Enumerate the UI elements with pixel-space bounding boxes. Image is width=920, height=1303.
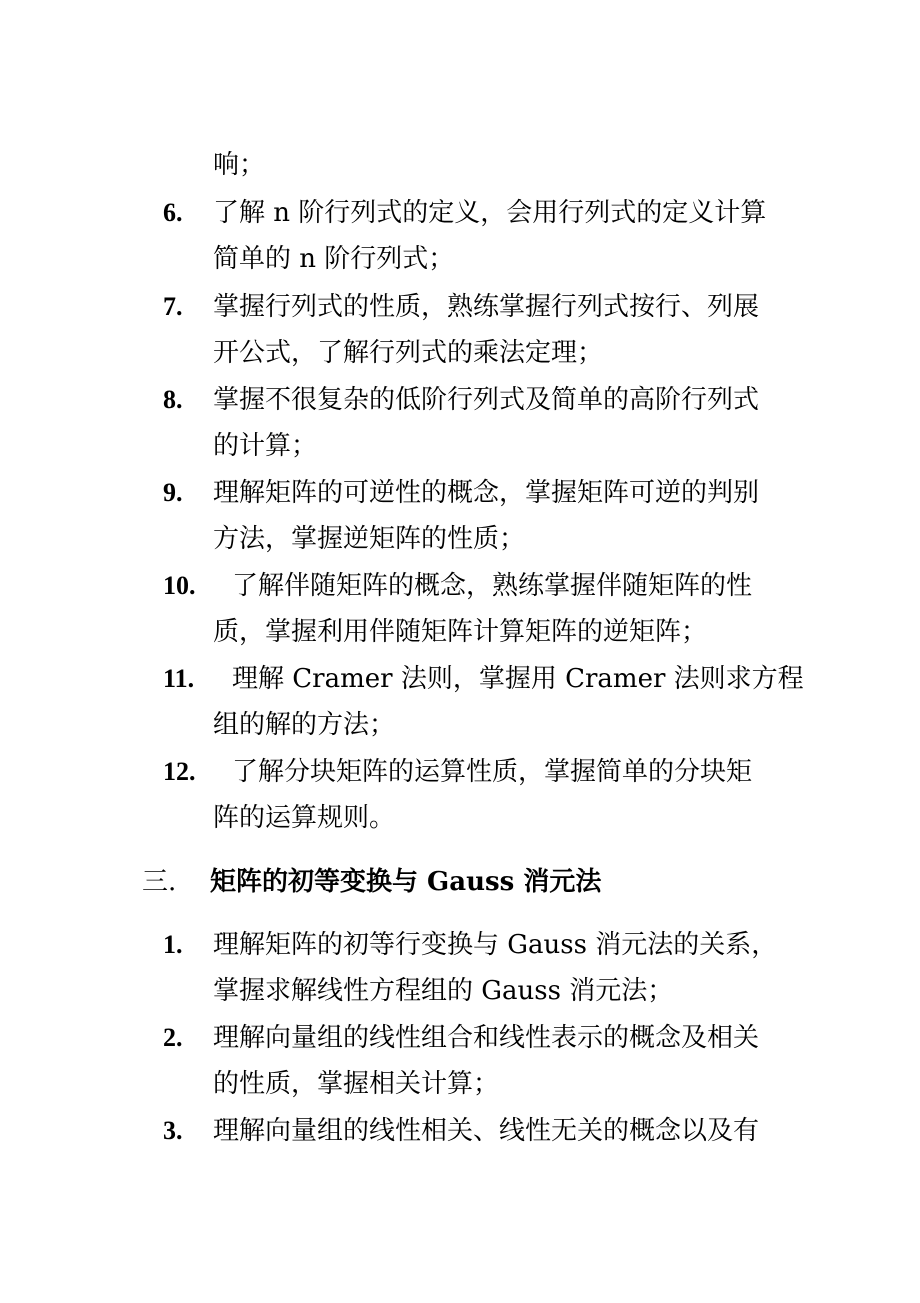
section-item-1-number: 1.	[163, 930, 183, 959]
section-item-2-line-2: 的性质，掌握相关计算；	[213, 1069, 500, 1099]
item-6-number: 6.	[163, 198, 183, 227]
item-12-number: 12.	[163, 757, 196, 786]
item-6-line-2: 简单的 n 阶行列式；	[213, 244, 455, 274]
item-7-line-2: 开公式，了解行列式的乘法定理；	[213, 338, 604, 368]
item-8-number: 8.	[163, 385, 183, 414]
item-12-line-2: 阵的运算规则。	[213, 803, 396, 833]
section-number: 三.	[142, 867, 177, 897]
item-11-line-2: 组的解的方法；	[213, 710, 396, 740]
item-6-line-1: 了解 n 阶行列式的定义，会用行列式的定义计算	[213, 198, 767, 228]
item-10-number: 10.	[163, 571, 196, 600]
section-item-2-line-1: 理解向量组的线性组合和线性表示的概念及相关	[213, 1023, 760, 1053]
section-item-2-number: 2.	[163, 1023, 183, 1052]
item-10-line-2: 质，掌握利用伴随矩阵计算矩阵的逆矩阵；	[213, 617, 708, 647]
item-9-number: 9.	[163, 478, 183, 507]
item-8-line-1: 掌握不很复杂的低阶行列式及简单的高阶行列式	[213, 385, 760, 415]
item-8-line-2: 的计算；	[213, 431, 318, 461]
section-item-1-line-2: 掌握求解线性方程组的 Gauss 消元法；	[213, 976, 674, 1006]
item-7-number: 7.	[163, 292, 183, 321]
section-item-1-line-1: 理解矩阵的初等行变换与 Gauss 消元法的关系，	[213, 930, 778, 960]
item-7-line-1: 掌握行列式的性质，熟练掌握行列式按行、列展	[213, 292, 760, 322]
section-title: 矩阵的初等变换与 Gauss 消元法	[210, 867, 602, 897]
section-item-3-line-1: 理解向量组的线性相关、线性无关的概念以及有	[213, 1116, 760, 1146]
item-9-line-2: 方法，掌握逆矩阵的性质；	[213, 524, 526, 554]
item-10-line-1: 了解伴随矩阵的概念，熟练掌握伴随矩阵的性	[232, 571, 753, 601]
section-item-3-number: 3.	[163, 1116, 183, 1145]
item-9-line-1: 理解矩阵的可逆性的概念，掌握矩阵可逆的判别	[213, 478, 760, 508]
item-11-number: 11.	[163, 664, 195, 693]
item-12-line-1: 了解分块矩阵的运算性质，掌握简单的分块矩	[232, 757, 753, 787]
item-11-line-1: 理解 Cramer 法则，掌握用 Cramer 法则求方程	[232, 664, 804, 694]
item-cont-line-1: 响；	[213, 150, 266, 180]
